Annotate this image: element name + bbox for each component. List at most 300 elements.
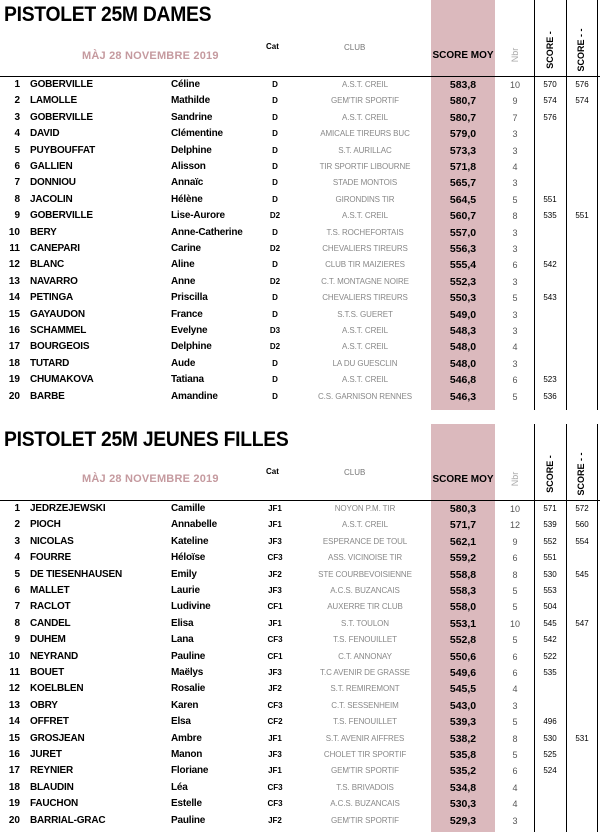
club: CLUB TIR MAIZIERES <box>325 260 405 270</box>
score1: 536 <box>543 391 557 401</box>
score-moy: 548,3 <box>449 325 477 337</box>
table-row <box>0 567 600 583</box>
last-name: BERY <box>30 226 57 238</box>
score-moy: 571,8 <box>449 161 477 173</box>
category: D2 <box>269 244 281 253</box>
table-row <box>0 143 600 159</box>
table-row <box>0 93 600 109</box>
category: JF3 <box>268 668 282 677</box>
score1: 525 <box>543 750 557 759</box>
rank: 13 <box>8 275 20 287</box>
category: D <box>272 309 278 319</box>
rank: 2 <box>14 95 20 107</box>
nbr: 9 <box>512 96 518 107</box>
nbr: 3 <box>512 815 518 826</box>
club: S.T. AURILLAC <box>338 145 392 155</box>
last-name: BARBE <box>30 390 65 402</box>
category: D <box>272 162 278 171</box>
first-name: Ambre <box>171 732 202 744</box>
table-row <box>0 599 600 615</box>
score-moy: 534,8 <box>449 781 477 794</box>
rank: 15 <box>8 308 20 320</box>
last-name: NICOLAS <box>30 535 74 547</box>
last-name: DAVID <box>30 128 60 140</box>
table-row <box>0 356 600 372</box>
last-name: OFFRET <box>30 716 69 728</box>
table-row <box>0 517 600 533</box>
score-moy: 539,3 <box>449 716 477 729</box>
last-name: NAVARRO <box>30 275 78 287</box>
header-nbr: Nbr <box>510 47 520 63</box>
score1: 535 <box>543 211 557 221</box>
score-moy: 548,0 <box>449 341 477 354</box>
nbr: 3 <box>512 244 518 254</box>
club: A.S.T. CREIL <box>342 80 388 89</box>
first-name: Tatiana <box>171 374 204 386</box>
rank: 18 <box>8 781 20 793</box>
table-row <box>0 534 600 550</box>
club: A.S.T. CREIL <box>342 326 388 335</box>
nbr: 12 <box>509 520 520 531</box>
rank: 16 <box>8 749 20 760</box>
last-name: GALLIEN <box>30 161 73 172</box>
club: TIR SPORTIF LIBOURNE <box>319 162 411 171</box>
first-name: Héloïse <box>171 552 206 564</box>
first-name: Delphine <box>171 341 212 353</box>
score-moy: 552,8 <box>449 634 477 647</box>
first-name: Carine <box>171 243 201 254</box>
nbr: 6 <box>512 260 518 271</box>
club: ESPERANCE DE TOUL <box>322 536 408 546</box>
nbr: 5 <box>512 635 518 646</box>
header-score2: SCORE - - <box>576 452 586 496</box>
nbr: 3 <box>512 326 518 336</box>
club: S.T. AVENIR AIFFRES <box>325 733 405 743</box>
rank: 3 <box>14 111 20 123</box>
score-moy: 583,8 <box>449 79 477 91</box>
category: D <box>272 227 278 237</box>
table-row <box>0 698 600 714</box>
table-row <box>0 665 600 681</box>
first-name: Elisa <box>171 617 194 629</box>
update-date: MÀJ 28 NOVEMBRE 2019 <box>82 50 219 62</box>
score-moy: 535,2 <box>449 765 477 778</box>
club: AUXERRE TIR CLUB <box>327 602 403 612</box>
first-name: Amandine <box>171 390 218 402</box>
score-moy: 549,0 <box>449 308 477 321</box>
rank: 9 <box>14 634 20 646</box>
club: C.T. MONTAGNE NOIRE <box>321 276 409 286</box>
first-name: Sandrine <box>171 111 213 123</box>
rank: 1 <box>14 503 20 514</box>
score2: 560 <box>575 520 589 530</box>
rank: 6 <box>14 161 20 172</box>
last-name: CHUMAKOVA <box>30 374 94 386</box>
score-moy: 548,0 <box>449 357 477 370</box>
score-moy: 558,3 <box>449 585 477 597</box>
table-row <box>0 796 600 812</box>
section-dames <box>0 0 600 410</box>
category: D <box>272 293 278 303</box>
club: T.C AVENIR DE GRASSE <box>320 668 410 677</box>
rank: 11 <box>9 667 20 678</box>
category: JF1 <box>268 733 282 743</box>
last-name: RACLOT <box>30 601 71 613</box>
club: S.T. TOULON <box>341 618 389 628</box>
last-name: GOBERVILLE <box>30 210 93 222</box>
last-name: JURET <box>30 749 62 760</box>
last-name: BLAUDIN <box>30 781 74 793</box>
table-row <box>0 192 600 208</box>
first-name: Anne-Catherine <box>171 226 243 238</box>
score2: 531 <box>575 733 589 743</box>
club: GEM'TIR SPORTIF <box>331 96 399 106</box>
table-row <box>0 649 600 665</box>
category: D <box>272 194 278 204</box>
score-moy: 580,7 <box>449 95 477 108</box>
score1: 524 <box>543 766 557 776</box>
table-row <box>0 323 600 339</box>
score-moy: 573,3 <box>449 144 477 157</box>
rank: 1 <box>14 79 20 90</box>
club: AMICALE TIREURS BUC <box>320 129 410 139</box>
club: T.S. BRIVADOIS <box>336 782 394 792</box>
table-row <box>0 77 600 93</box>
last-name: LAMOLLE <box>30 95 77 107</box>
first-name: Rosalie <box>171 683 206 695</box>
score1: 576 <box>543 112 557 122</box>
category: JF1 <box>268 618 282 628</box>
first-name: Mathilde <box>171 95 210 107</box>
table-row <box>0 763 600 779</box>
rank: 5 <box>14 144 20 156</box>
category: CF3 <box>267 799 283 809</box>
table-row <box>0 632 600 648</box>
score-moy: 546,8 <box>449 374 477 387</box>
table-row <box>0 714 600 730</box>
table-row <box>0 175 600 191</box>
score1: 522 <box>543 651 557 661</box>
rank: 17 <box>8 341 20 353</box>
category: D <box>272 358 278 368</box>
score1: 543 <box>543 293 557 303</box>
header-score2: SCORE - - <box>576 28 586 72</box>
nbr: 5 <box>512 391 518 402</box>
score1: 553 <box>543 586 557 595</box>
score1: 539 <box>543 520 557 530</box>
table-row <box>0 616 600 632</box>
last-name: BOUET <box>30 667 65 678</box>
first-name: Clémentine <box>171 128 223 140</box>
rank: 14 <box>8 292 20 304</box>
rank: 4 <box>14 128 20 140</box>
score-moy: 529,3 <box>449 814 477 827</box>
update-date: MÀJ 28 NOVEMBRE 2019 <box>82 473 219 485</box>
nbr: 8 <box>512 569 518 580</box>
rank: 12 <box>8 683 20 695</box>
table-row <box>0 307 600 323</box>
last-name: GOBERVILLE <box>30 111 93 123</box>
club: A.C.S. BUZANCAIS <box>330 586 400 595</box>
nbr: 8 <box>512 733 518 744</box>
score-moy: 565,7 <box>449 177 477 190</box>
nbr: 4 <box>512 342 518 353</box>
nbr: 6 <box>512 766 518 777</box>
score1: 496 <box>543 717 557 727</box>
section-jeunes-filles <box>0 424 600 832</box>
category: JF2 <box>268 569 282 579</box>
club: A.C.S. BUZANCAIS <box>330 799 400 809</box>
rank: 7 <box>14 601 20 613</box>
category: CF1 <box>267 602 283 612</box>
nbr: 6 <box>512 375 518 386</box>
first-name: Manon <box>171 749 203 760</box>
first-name: Lana <box>171 634 194 646</box>
rank: 10 <box>8 650 20 662</box>
rank: 2 <box>14 519 20 531</box>
score-moy: 535,8 <box>449 749 477 761</box>
score-moy: 562,1 <box>449 535 477 548</box>
club: T.S. FENOUILLET <box>333 717 397 727</box>
last-name: PUYBOUFFAT <box>30 144 96 156</box>
score-moy: 558,8 <box>449 568 477 581</box>
table-row <box>0 241 600 257</box>
table-row <box>0 339 600 355</box>
score2: 547 <box>575 618 589 628</box>
rank: 19 <box>8 374 20 386</box>
score-moy: 546,3 <box>449 390 477 403</box>
score-moy: 538,2 <box>449 732 477 745</box>
score2: 576 <box>575 80 589 89</box>
category: CF2 <box>267 717 283 727</box>
nbr: 10 <box>509 80 520 90</box>
category: JF1 <box>268 504 282 513</box>
first-name: France <box>171 308 203 320</box>
score2: 554 <box>575 536 589 546</box>
table-row <box>0 550 600 566</box>
nbr: 3 <box>512 227 518 238</box>
rank: 7 <box>14 177 20 189</box>
header-score1: SCORE - <box>545 455 555 493</box>
club: S.T.S. GUERET <box>337 309 393 319</box>
last-name: GROSJEAN <box>30 732 85 744</box>
last-name: BLANC <box>30 259 64 271</box>
score-moy: 579,0 <box>449 128 477 141</box>
first-name: Karen <box>171 699 199 711</box>
score-moy: 545,5 <box>449 683 477 696</box>
last-name: FAUCHON <box>30 798 79 810</box>
header-cat: Cat <box>266 467 279 476</box>
last-name: MALLET <box>30 585 70 596</box>
rank: 9 <box>14 210 20 222</box>
category: JF2 <box>268 815 282 825</box>
nbr: 5 <box>512 750 518 760</box>
club: T.S. FENOUILLET <box>333 635 397 645</box>
last-name: PETINGA <box>30 292 74 304</box>
club: CHEVALIERS TIREURS <box>322 293 408 303</box>
header-nbr: Nbr <box>510 471 520 487</box>
first-name: Annaïc <box>171 177 204 189</box>
score1: 574 <box>543 96 557 106</box>
nbr: 4 <box>512 782 518 793</box>
first-name: Priscilla <box>171 292 208 304</box>
score-moy: 557,0 <box>449 226 477 239</box>
rank: 10 <box>8 226 20 238</box>
nbr: 3 <box>512 358 518 369</box>
club: GIRONDINS TIR <box>335 194 395 204</box>
first-name: Laurie <box>171 585 200 596</box>
score-moy: 553,1 <box>449 617 477 630</box>
nbr: 5 <box>512 293 518 304</box>
nbr: 9 <box>512 536 518 547</box>
last-name: DONNIOU <box>30 177 76 189</box>
category: JF2 <box>268 684 282 694</box>
rank: 17 <box>8 765 20 777</box>
last-name: DUHEM <box>30 634 66 646</box>
table-row <box>0 159 600 175</box>
last-name: REYNIER <box>30 765 74 777</box>
table-row <box>0 208 600 224</box>
score1: 542 <box>543 635 557 645</box>
category: D <box>272 260 278 270</box>
score2: 551 <box>575 211 589 221</box>
first-name: Aline <box>171 259 195 271</box>
club: ASS. VICINOISE TIR <box>327 553 403 563</box>
rank: 20 <box>8 390 20 402</box>
table-row <box>0 747 600 763</box>
club: T.S. ROCHEFORTAIS <box>326 227 404 237</box>
table-row <box>0 274 600 290</box>
club: A.S.T. CREIL <box>342 520 388 530</box>
category: CF3 <box>267 553 283 563</box>
score-moy: 543,0 <box>449 699 477 712</box>
score-moy: 530,3 <box>449 798 477 811</box>
section-title: PISTOLET 25M DAMES <box>4 3 212 26</box>
last-name: OBRY <box>30 699 58 711</box>
score2: 545 <box>575 569 589 579</box>
club: C.T. SESSENHEIM <box>331 700 399 710</box>
last-name: DE TIESENHAUSEN <box>30 568 123 580</box>
score2: 574 <box>575 96 589 106</box>
first-name: Aude <box>171 357 196 369</box>
club: STE COURBEVOISIENNE <box>318 569 412 579</box>
score1: 545 <box>543 618 557 628</box>
score-moy: 560,7 <box>449 210 477 223</box>
rank: 8 <box>14 193 20 205</box>
club: A.S.T. CREIL <box>342 211 388 221</box>
rank: 8 <box>14 617 20 629</box>
nbr: 10 <box>509 504 520 514</box>
section-title: PISTOLET 25M JEUNES FILLES <box>4 428 289 451</box>
category: JF3 <box>268 586 282 595</box>
score-moy: 580,3 <box>449 503 477 515</box>
score1: 530 <box>543 569 557 579</box>
score1: 542 <box>543 260 557 270</box>
first-name: Floriane <box>171 765 209 777</box>
first-name: Camille <box>171 503 206 514</box>
club: CHOLET TIR SPORTIF <box>323 750 407 759</box>
nbr: 7 <box>512 112 518 123</box>
rank: 19 <box>8 798 20 810</box>
category: CF3 <box>267 700 283 710</box>
rank: 12 <box>8 259 20 271</box>
rank: 11 <box>9 243 20 254</box>
first-name: Hélène <box>171 193 203 205</box>
nbr: 5 <box>512 602 518 613</box>
score-moy: 558,0 <box>449 601 477 614</box>
table-row <box>0 780 600 796</box>
club: A.S.T. CREIL <box>342 342 388 352</box>
nbr: 6 <box>512 553 518 564</box>
first-name: Delphine <box>171 144 212 156</box>
first-name: Pauline <box>171 650 206 662</box>
score-moy: 556,3 <box>449 243 477 255</box>
club: GEM'TIR SPORTIF <box>331 766 399 776</box>
category: D3 <box>269 326 281 335</box>
rank: 18 <box>8 357 20 369</box>
category: D2 <box>269 276 281 286</box>
nbr: 4 <box>512 162 518 172</box>
nbr: 6 <box>512 651 518 662</box>
last-name: CANEPARI <box>30 243 80 254</box>
last-name: SCHAMMEL <box>30 325 87 336</box>
club: A.S.T. CREIL <box>342 375 388 385</box>
category: D <box>272 178 278 188</box>
score1: 570 <box>543 80 557 89</box>
score1: 571 <box>543 504 557 513</box>
last-name: TUTARD <box>30 357 70 369</box>
table-row <box>0 290 600 306</box>
table-row <box>0 389 600 405</box>
nbr: 4 <box>512 799 518 810</box>
table-row <box>0 110 600 126</box>
score1: 551 <box>543 194 557 204</box>
club: LA DU GUESCLIN <box>332 358 398 368</box>
rank: 6 <box>14 585 20 596</box>
rank: 4 <box>14 552 20 564</box>
first-name: Evelyne <box>171 325 208 336</box>
rank: 5 <box>14 568 20 580</box>
score-moy: 550,6 <box>449 650 477 663</box>
nbr: 4 <box>512 684 518 695</box>
first-name: Maëlys <box>171 667 204 678</box>
category: JF1 <box>268 766 282 776</box>
nbr: 3 <box>512 700 518 711</box>
nbr: 5 <box>512 586 518 596</box>
club: CHEVALIERS TIREURS <box>322 244 408 253</box>
nbr: 3 <box>512 309 518 320</box>
category: D <box>272 375 278 385</box>
nbr: 3 <box>512 276 518 287</box>
nbr: 3 <box>512 145 518 156</box>
first-name: Elsa <box>171 716 191 728</box>
category: D <box>272 145 278 155</box>
last-name: PIOCH <box>30 519 61 531</box>
category: D <box>272 129 278 139</box>
last-name: JACOLIN <box>30 193 73 205</box>
score-moy: 552,3 <box>449 275 477 288</box>
first-name: Ludivine <box>171 601 211 613</box>
nbr: 3 <box>512 129 518 140</box>
table-row <box>0 583 600 599</box>
table-row <box>0 681 600 697</box>
category: CF1 <box>267 651 283 661</box>
first-name: Emily <box>171 568 197 580</box>
nbr: 8 <box>512 211 518 222</box>
table-row <box>0 257 600 273</box>
first-name: Pauline <box>171 814 206 826</box>
first-name: Kateline <box>171 535 209 547</box>
